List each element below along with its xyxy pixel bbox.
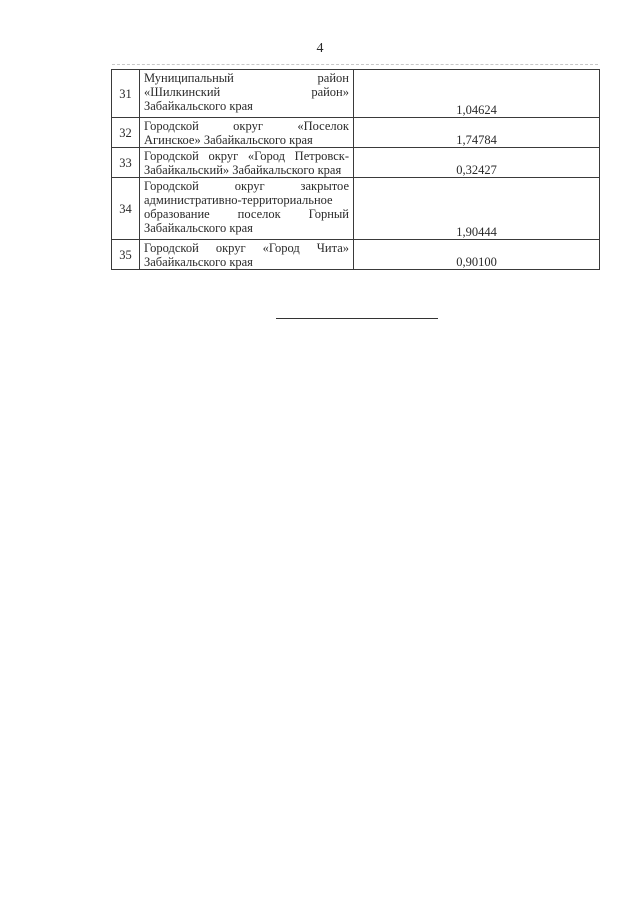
table-row — [112, 148, 600, 178]
municipality-name-line: Городской округ закрытое — [144, 179, 349, 193]
closing-separator-line — [276, 318, 438, 319]
table-row — [112, 240, 600, 270]
municipality-name-line: «Шилкинский район» — [144, 85, 349, 99]
municipality-name-line: Городской округ «Поселок — [144, 119, 349, 133]
coefficient-table — [111, 69, 600, 270]
municipality-name-line: Забайкальский» Забайкальского края — [144, 163, 342, 177]
municipality-name-line: Городской округ «Город Петровск- — [144, 149, 349, 163]
row-number: 33 — [112, 148, 140, 178]
table-body — [112, 70, 600, 270]
municipality-name — [140, 118, 354, 148]
coefficient-value: 0,32427 — [354, 148, 600, 178]
page-number: 4 — [316, 41, 324, 56]
municipality-name-line: Забайкальского края — [144, 221, 253, 235]
municipality-name-line: Забайкальского края — [144, 99, 253, 113]
row-number: 34 — [112, 178, 140, 240]
coefficient-value: 1,74784 — [354, 118, 600, 148]
municipality-name — [140, 178, 354, 240]
municipality-name-line: Муниципальный район — [144, 71, 349, 85]
table-row — [112, 118, 600, 148]
coefficient-value: 0,90100 — [354, 240, 600, 270]
municipality-name — [140, 240, 354, 270]
municipality-name — [140, 148, 354, 178]
coefficient-value: 1,04624 — [354, 70, 600, 118]
row-number: 35 — [112, 240, 140, 270]
municipality-name-line: Городской округ «Город Чита» — [144, 241, 349, 255]
municipality-name-line: административно-территориальное — [144, 193, 333, 207]
table-row — [112, 178, 600, 240]
table-row — [112, 70, 600, 118]
row-number: 32 — [112, 118, 140, 148]
municipality-name-line: образование поселок Горный — [144, 207, 349, 221]
municipality-name-line: Забайкальского края — [144, 255, 253, 269]
row-number: 31 — [112, 70, 140, 118]
municipality-name-line: Агинское» Забайкальского края — [144, 133, 313, 147]
coefficient-value: 1,90444 — [354, 178, 600, 240]
municipality-name — [140, 70, 354, 118]
